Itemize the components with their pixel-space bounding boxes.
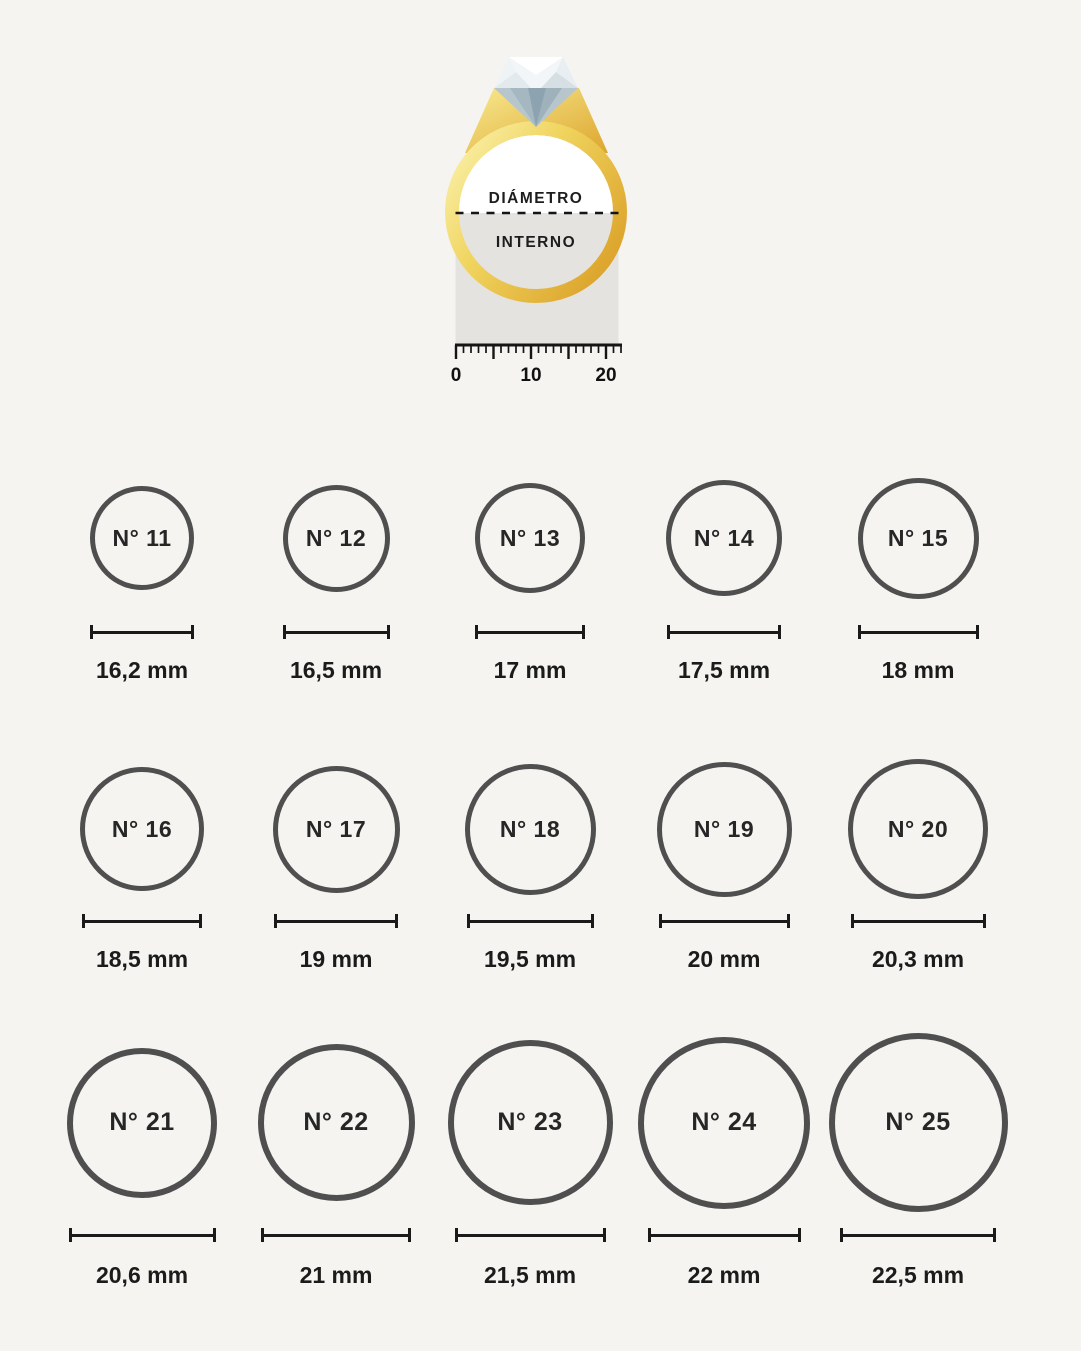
ring-size-item [627, 745, 821, 973]
size-number-label: N° 20 [887, 815, 949, 842]
ring-size-item [45, 452, 239, 684]
diameter-value-label: 22 mm [687, 1262, 761, 1288]
diameter-measure-line [69, 1228, 216, 1242]
ring-size-item [627, 1025, 821, 1289]
size-circle [666, 480, 782, 596]
diameter-value-label: 20,3 mm [871, 946, 965, 972]
circle-zone [475, 452, 585, 624]
circle-zone [829, 1025, 1008, 1220]
ruler-label-0: 0 [450, 365, 462, 386]
diameter-value-label: 18 mm [881, 657, 955, 683]
size-number-label: N° 16 [111, 815, 173, 842]
diameter-measure-line [667, 625, 781, 639]
ring-illustration [438, 45, 643, 390]
size-chart-row [45, 745, 1015, 973]
circle-zone [283, 452, 390, 624]
size-circle [258, 1044, 415, 1201]
ring-size-item [239, 452, 433, 684]
size-number-label: N° 19 [693, 815, 755, 842]
circle-zone [465, 745, 596, 913]
ruler [451, 345, 622, 386]
size-circle [90, 486, 194, 590]
diameter-label-line2: INTERNO [495, 234, 577, 251]
ring-size-item [45, 745, 239, 973]
ring-size-item [433, 745, 627, 973]
size-number-label: N° 24 [691, 1108, 757, 1136]
diameter-measure-line [851, 914, 986, 928]
size-number-label: N° 15 [887, 524, 949, 551]
size-number-label: N° 23 [497, 1108, 563, 1136]
ring-size-item [239, 745, 433, 973]
diameter-value-label: 22,5 mm [871, 1262, 965, 1288]
size-number-label: N° 13 [499, 524, 561, 551]
diameter-value-label: 16,5 mm [289, 657, 383, 683]
size-chart-row [45, 452, 1015, 684]
diameter-measure-line [659, 914, 790, 928]
diameter-value-label: 19,5 mm [483, 946, 577, 972]
diameter-measure-line [274, 914, 398, 928]
size-number-label: N° 12 [305, 524, 367, 551]
diameter-measure-line [82, 914, 202, 928]
size-circle [67, 1048, 217, 1198]
diameter-measure-line [455, 1228, 606, 1242]
ring-size-item [239, 1025, 433, 1289]
diameter-label-line1: DIÁMETRO [488, 190, 584, 207]
size-chart-row [45, 1025, 1015, 1289]
circle-zone [638, 1025, 810, 1220]
ring-size-item [821, 452, 1015, 684]
size-number-label: N° 25 [885, 1108, 951, 1136]
ring-size-chart [45, 452, 1015, 1289]
diameter-measure-line [467, 914, 594, 928]
diameter-value-label: 16,2 mm [95, 657, 189, 683]
ring-size-item [821, 1025, 1015, 1289]
size-circle [475, 483, 585, 593]
diameter-value-label: 18,5 mm [95, 946, 189, 972]
size-circle [448, 1040, 613, 1205]
circle-zone [666, 452, 782, 624]
diameter-value-label: 21,5 mm [483, 1262, 577, 1288]
diameter-measure-line [840, 1228, 996, 1242]
ring-size-item [433, 452, 627, 684]
size-number-label: N° 17 [305, 815, 367, 842]
size-number-label: N° 22 [303, 1108, 369, 1136]
ring-size-item [627, 452, 821, 684]
diameter-measure-line [90, 625, 194, 639]
circle-zone [90, 452, 194, 624]
size-circle [273, 766, 400, 893]
diameter-value-label: 17 mm [493, 657, 567, 683]
circle-zone [80, 745, 204, 913]
diameter-measure-line [475, 625, 585, 639]
circle-zone [848, 745, 988, 913]
size-circle [848, 759, 988, 899]
diameter-measure-line [283, 625, 390, 639]
ring-size-item [821, 745, 1015, 973]
size-circle [829, 1033, 1008, 1212]
circle-zone [273, 745, 400, 913]
size-number-label: N° 11 [112, 524, 172, 551]
circle-zone [448, 1025, 613, 1220]
ruler-label-10: 10 [520, 365, 542, 386]
size-circle [283, 485, 390, 592]
ring-size-item [45, 1025, 239, 1289]
size-circle [465, 764, 596, 895]
size-circle [858, 478, 979, 599]
diameter-value-label: 21 mm [299, 1262, 373, 1288]
size-circle [657, 762, 792, 897]
diameter-value-label: 20 mm [687, 946, 761, 972]
diameter-measure-line [648, 1228, 801, 1242]
circle-zone [67, 1025, 217, 1220]
size-number-label: N° 21 [109, 1108, 175, 1136]
diameter-value-label: 19 mm [299, 946, 373, 972]
circle-zone [258, 1025, 415, 1220]
size-number-label: N° 18 [499, 815, 561, 842]
diameter-value-label: 17,5 mm [677, 657, 771, 683]
diameter-value-label: 20,6 mm [95, 1262, 189, 1288]
diameter-measure-line [261, 1228, 411, 1242]
size-number-label: N° 14 [693, 524, 755, 551]
circle-zone [657, 745, 792, 913]
size-circle [638, 1037, 810, 1209]
circle-zone [858, 452, 979, 624]
diameter-measure-line [858, 625, 979, 639]
size-circle [80, 767, 204, 891]
ring-size-item [433, 1025, 627, 1289]
ruler-label-20: 20 [595, 365, 617, 386]
